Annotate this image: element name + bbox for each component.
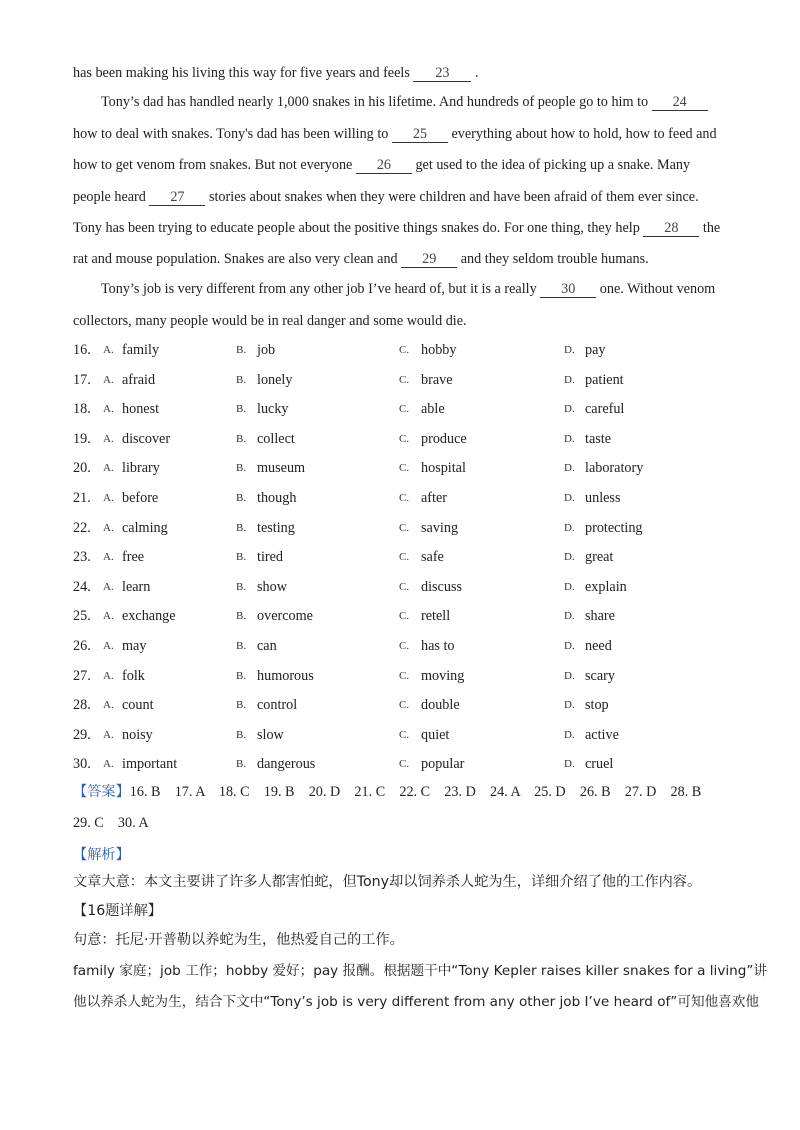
option-letter: C. <box>399 699 410 712</box>
option-letter: A. <box>103 758 114 771</box>
option-letter: A. <box>103 669 114 682</box>
option-letter: C. <box>399 521 410 534</box>
option-letter: B. <box>236 640 247 652</box>
option-b: can <box>257 638 277 654</box>
option-letter: D. <box>564 492 575 504</box>
question-row <box>73 339 733 361</box>
passage-text: Tony’s dad has handled nearly 1,000 snakes in his lifetime. And hundreds of people go to him to <box>101 94 652 110</box>
passage-line <box>73 218 725 238</box>
question-row <box>73 753 733 775</box>
question-row <box>73 487 733 509</box>
q16-meaning: 句意：托尼·开普勒以养蛇为生，他热爱自己的工作。 <box>73 932 404 948</box>
option-letter: C. <box>399 462 410 475</box>
option-d: cruel <box>585 756 614 773</box>
option-b: though <box>257 490 297 506</box>
answer-line <box>73 813 733 833</box>
option-b: dangerous <box>257 756 316 773</box>
option-d: careful <box>585 401 625 418</box>
question-number: 26. <box>73 638 91 654</box>
option-a: free <box>122 549 145 566</box>
question-number: 27. <box>73 667 91 684</box>
option-a: learn <box>122 578 151 595</box>
option-c: after <box>421 490 447 506</box>
option-letter: A. <box>103 403 114 416</box>
option-letter: B. <box>236 373 247 386</box>
answer-keys: 16. B 17. A 18. C 19. B 20. D 21. C 22. C 23. D 24. A 25. D 26. B 27. D 28. B <box>129 784 702 800</box>
option-letter: A. <box>103 462 114 475</box>
option-letter: C. <box>399 669 410 682</box>
option-a: folk <box>122 667 145 684</box>
option-a: count <box>122 697 154 714</box>
option-letter: D. <box>564 462 575 475</box>
option-letter: B. <box>236 669 247 682</box>
option-b: show <box>257 578 287 595</box>
option-letter: A. <box>103 344 114 356</box>
question-row <box>73 694 733 716</box>
option-a: calming <box>122 519 168 536</box>
option-c: produce <box>421 430 467 447</box>
option-letter: C. <box>399 403 410 416</box>
blank-25: 25 <box>392 126 448 143</box>
option-c: quiet <box>421 726 450 743</box>
passage-text: people heard <box>73 189 150 205</box>
option-a: important <box>122 756 178 773</box>
option-a: afraid <box>122 371 156 388</box>
option-letter: C. <box>399 432 410 445</box>
option-b: collect <box>257 430 295 447</box>
option-letter: A. <box>103 373 114 386</box>
passage-text: the <box>699 220 721 236</box>
q16-title: 【16题详解】 <box>73 903 162 919</box>
option-b: tired <box>257 549 283 566</box>
question-row <box>73 369 733 391</box>
analysis-tag-line <box>73 845 733 865</box>
blank-29: 29 <box>401 251 457 268</box>
blank-30: 30 <box>540 281 596 298</box>
option-c: double <box>421 697 460 714</box>
passage-text: . <box>471 65 479 81</box>
passage-line <box>73 187 725 207</box>
option-letter: B. <box>236 699 247 712</box>
question-number: 25. <box>73 608 91 625</box>
passage-text: has been making his living this way for five years and feels <box>73 65 414 81</box>
option-letter: A. <box>103 610 114 623</box>
option-letter: A. <box>103 699 114 712</box>
passage-text: collectors, many people would be in real danger and some would die. <box>73 313 467 329</box>
q16-detail: family 家庭；job 工作；hobby 爱好；pay 报酬。根据题干中“Tony Kepler raises killer snakes for a living”讲 <box>73 963 768 979</box>
option-letter: C. <box>399 344 410 356</box>
passage-text: Tony’s job is very different from any other job I’ve heard of, but it is a really <box>101 281 541 297</box>
answer-tag: 【答案】 <box>73 784 130 800</box>
question-row <box>73 635 733 657</box>
question-number: 24. <box>73 578 91 595</box>
option-letter: B. <box>236 492 247 504</box>
option-letter: C. <box>399 758 410 771</box>
passage-text: how to deal with snakes. Tony's dad has been willing to <box>73 126 392 142</box>
option-letter: B. <box>236 551 247 564</box>
passage-text: one. Without venom <box>596 281 716 297</box>
question-row <box>73 576 733 598</box>
passage-line <box>73 155 725 175</box>
option-a: exchange <box>122 608 176 625</box>
option-letter: A. <box>103 521 114 534</box>
passage-text: how to get venom from snakes. But not everyone <box>73 157 356 173</box>
option-a: discover <box>122 430 171 447</box>
option-a: family <box>122 342 160 358</box>
option-b: overcome <box>257 608 313 625</box>
option-letter: C. <box>399 373 410 386</box>
blank-28: 28 <box>643 220 699 237</box>
option-a: before <box>122 490 159 506</box>
option-letter: A. <box>103 432 114 445</box>
option-d: taste <box>585 430 611 447</box>
passage-text: and they seldom trouble humans. <box>457 251 649 267</box>
option-letter: B. <box>236 462 247 475</box>
option-letter: D. <box>564 432 575 445</box>
option-d: protecting <box>585 519 643 536</box>
passage-text: stories about snakes when they were children and have been afraid of them ever since. <box>205 189 699 205</box>
q16-detail: 他以养杀人蛇为生，结合下文中“Tony’s job is very different from any other job I’ve heard of”可知他喜欢他 <box>73 994 759 1010</box>
option-c: brave <box>421 371 453 388</box>
option-c: able <box>421 401 445 418</box>
option-letter: C. <box>399 610 410 623</box>
blank-24: 24 <box>652 94 708 111</box>
passage-line <box>73 311 725 331</box>
option-a: may <box>122 638 147 654</box>
question-row <box>73 517 733 539</box>
question-number: 30. <box>73 756 91 773</box>
option-d: explain <box>585 578 627 595</box>
option-c: saving <box>421 519 459 536</box>
passage-text: Tony has been trying to educate people about the positive things snakes do. For one thing, they help <box>73 220 644 236</box>
question-row <box>73 724 733 746</box>
question-number: 18. <box>73 401 91 418</box>
option-c: moving <box>421 667 465 684</box>
option-c: safe <box>421 549 444 566</box>
option-letter: A. <box>103 728 114 741</box>
option-letter: D. <box>564 373 575 386</box>
passage-text: rat and mouse population. Snakes are also very clean and <box>73 251 402 267</box>
question-number: 28. <box>73 697 91 714</box>
passage-line <box>73 124 725 144</box>
option-letter: C. <box>399 580 410 593</box>
option-d: laboratory <box>585 460 644 477</box>
option-letter: A. <box>103 492 114 504</box>
passage-text: get used to the idea of picking up a snake. Many <box>411 157 691 173</box>
question-number: 23. <box>73 549 91 566</box>
option-letter: A. <box>103 551 114 564</box>
option-letter: B. <box>236 432 247 445</box>
option-d: patient <box>585 371 624 388</box>
option-letter: C. <box>399 492 410 504</box>
option-b: museum <box>257 460 306 477</box>
option-letter: D. <box>564 580 575 593</box>
blank-23: 23 <box>413 65 471 82</box>
option-d: unless <box>585 490 621 506</box>
option-letter: B. <box>236 728 247 741</box>
option-d: pay <box>585 342 606 358</box>
question-number: 29. <box>73 726 91 743</box>
question-number: 20. <box>73 460 91 477</box>
option-b: control <box>257 697 298 714</box>
answer-line <box>73 782 733 802</box>
option-d: scary <box>585 667 615 684</box>
option-a: honest <box>122 401 160 418</box>
option-c: discuss <box>421 578 462 595</box>
option-letter: D. <box>564 551 575 564</box>
option-c: has to <box>421 638 455 654</box>
option-b: humorous <box>257 667 314 684</box>
option-letter: D. <box>564 699 575 712</box>
passage-line <box>101 92 725 112</box>
option-d: active <box>585 726 619 743</box>
option-a: library <box>122 460 160 477</box>
option-a: noisy <box>122 726 153 743</box>
passage-line <box>73 249 725 269</box>
option-letter: B. <box>236 403 247 416</box>
option-letter: D. <box>564 640 575 652</box>
option-letter: B. <box>236 758 247 771</box>
passage-text: everything about how to hold, how to feed and <box>447 126 717 142</box>
blank-27: 27 <box>149 189 205 206</box>
option-b: slow <box>257 726 284 743</box>
option-letter: A. <box>103 580 114 593</box>
option-b: lucky <box>257 401 289 418</box>
analysis-tag: 【解析】 <box>73 847 130 863</box>
option-letter: D. <box>564 669 575 682</box>
option-c: popular <box>421 756 465 773</box>
question-row <box>73 428 733 450</box>
option-letter: D. <box>564 344 575 356</box>
question-row <box>73 665 733 687</box>
option-c: hospital <box>421 460 466 477</box>
question-row <box>73 605 733 627</box>
question-number: 16. <box>73 342 91 358</box>
option-c: hobby <box>421 342 457 358</box>
option-d: great <box>585 549 614 566</box>
question-number: 17. <box>73 371 91 388</box>
blank-26: 26 <box>356 157 412 174</box>
option-letter: D. <box>564 728 575 741</box>
question-number: 19. <box>73 430 91 447</box>
option-b: job <box>257 342 276 358</box>
passage-line <box>101 279 725 299</box>
option-letter: D. <box>564 403 575 416</box>
question-row <box>73 457 733 479</box>
option-d: stop <box>585 697 609 714</box>
question-number: 22. <box>73 519 91 536</box>
question-row <box>73 546 733 568</box>
option-letter: C. <box>399 551 410 564</box>
option-letter: D. <box>564 610 575 623</box>
option-d: share <box>585 608 615 625</box>
option-letter: D. <box>564 521 575 534</box>
option-letter: C. <box>399 640 410 652</box>
option-letter: B. <box>236 521 247 534</box>
option-c: retell <box>421 608 451 625</box>
option-letter: A. <box>103 640 114 652</box>
answer-keys: 29. C 30. A <box>73 815 149 831</box>
option-letter: B. <box>236 344 247 356</box>
analysis-summary: 文章大意：本文主要讲了许多人都害怕蛇，但Tony却以饲养杀人蛇为生，详细介绍了他的工作内容。 <box>73 874 702 890</box>
option-letter: C. <box>399 728 410 741</box>
option-letter: D. <box>564 758 575 771</box>
option-b: lonely <box>257 371 293 388</box>
option-b: testing <box>257 519 295 536</box>
question-row <box>73 398 733 420</box>
option-letter: B. <box>236 610 247 623</box>
option-d: need <box>585 638 612 654</box>
question-number: 21. <box>73 490 91 506</box>
option-letter: B. <box>236 580 247 593</box>
passage-line <box>73 63 725 83</box>
